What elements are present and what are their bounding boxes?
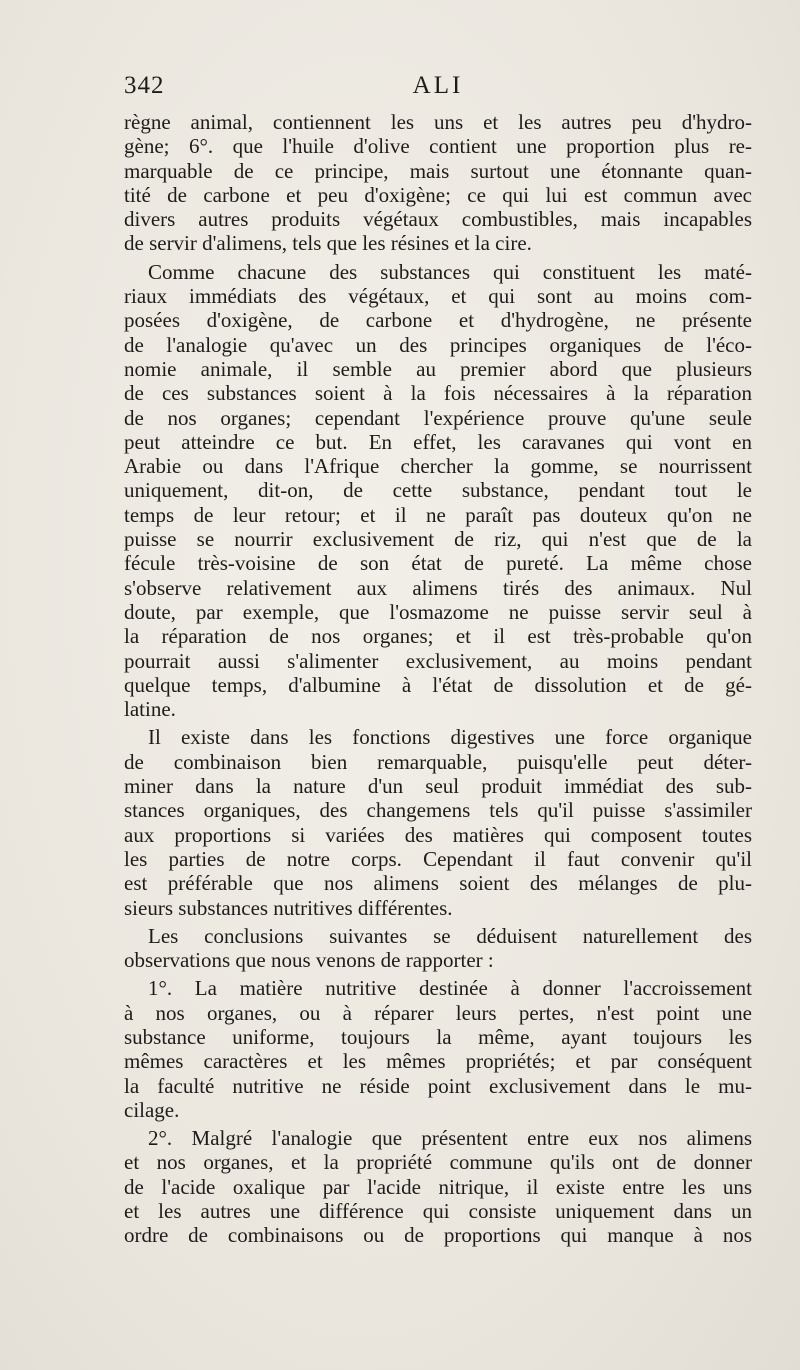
text-line: aux proportions si variées des matières qui composent toutes	[124, 822, 752, 847]
text-line: divers autres produits végétaux combustibles, mais incapables	[124, 207, 752, 232]
text-line: la réparation de nos organes; et il est très-probable qu'on	[124, 624, 752, 649]
text-line: nomie animale, il semble au premier abord que plusieurs	[124, 356, 752, 381]
text-line: miner dans la nature d'un seul produit immédiat des sub-	[124, 774, 752, 799]
text-line: puisse se nourrir exclusivement de riz, qui n'est que de la	[124, 527, 752, 552]
running-title: ALI	[412, 72, 464, 99]
text-line: ordre de combinaisons ou de proportions qui manque à nos	[124, 1223, 752, 1248]
text-line: marquable de ce principe, mais surtout une étonnante quan-	[124, 158, 752, 183]
text-line: peut atteindre ce but. En effet, les caravanes qui vont en	[124, 429, 752, 454]
text-line: posées d'oxigène, de carbone et d'hydrogène, ne présente	[124, 308, 752, 333]
paragraph	[124, 110, 752, 256]
paragraph	[124, 260, 752, 722]
text-line: de ces substances soient à la fois nécessaires à la réparation	[124, 381, 752, 406]
text-line: substance uniforme, toujours la même, ayant toujours les	[124, 1024, 752, 1049]
text-line: Il existe dans les fonctions digestives une force organique	[148, 725, 752, 750]
text-line: observations que nous venons de rapporter :	[124, 948, 494, 973]
text-line: Les conclusions suivantes se déduisent naturellement des	[148, 923, 752, 948]
text-line: fécule très-voisine de son état de pureté. La même chose	[124, 551, 752, 576]
text-line: sieurs substances nutritives différentes.	[124, 895, 453, 920]
running-head	[124, 72, 752, 108]
body-text	[124, 110, 752, 1248]
text-line: Arabie ou dans l'Afrique chercher la gomme, se nourrissent	[124, 454, 752, 479]
text-line: stances organiques, des changemens tels qu'il puisse s'assimiler	[124, 798, 752, 823]
text-line: 2°. Malgré l'analogie que présentent entre eux nos alimens	[148, 1126, 752, 1151]
text-line: et nos organes, et la propriété commune qu'ils ont de donner	[124, 1150, 752, 1175]
text-line: riaux immédiats des végétaux, et qui sont au moins com-	[124, 284, 752, 309]
text-line: les parties de notre corps. Cependant il faut convenir qu'il	[124, 846, 752, 871]
text-line: tité de carbone et peu d'oxigène; ce qui lui est commun avec	[124, 182, 752, 207]
text-line: de combinaison bien remarquable, puisqu'elle peut déter-	[124, 749, 752, 774]
paragraph	[124, 924, 752, 973]
text-line: 1°. La matière nutritive destinée à donner l'accroissement	[148, 976, 752, 1001]
text-line: la faculté nutritive ne réside point exclusivement dans le mu-	[124, 1073, 752, 1098]
text-line: de nos organes; cependant l'expérience prouve qu'une seule	[124, 405, 752, 430]
paragraph	[124, 976, 752, 1122]
text-line: pourrait aussi s'alimenter exclusivement, au moins pendant	[124, 648, 752, 673]
text-line: de l'acide oxalique par l'acide nitrique, il existe entre les uns	[124, 1174, 752, 1199]
text-line: Comme chacune des substances qui constituent les maté-	[148, 259, 752, 284]
paragraph	[124, 725, 752, 919]
text-line: latine.	[124, 697, 176, 722]
text-line: règne animal, contiennent les uns et les autres peu d'hydro-	[124, 110, 752, 134]
text-line: uniquement, dit-on, de cette substance, pendant tout le	[124, 478, 752, 503]
page-number: 342	[124, 72, 165, 99]
text-line: mêmes caractères et les mêmes propriétés; et par conséquent	[124, 1049, 752, 1074]
text-line: est préférable que nos alimens soient des mélanges de plu-	[124, 871, 752, 896]
text-line: et les autres une différence qui consiste uniquement dans un	[124, 1199, 752, 1224]
text-line: gène; 6°. que l'huile d'olive contient une proportion plus re-	[124, 134, 752, 159]
text-line: à nos organes, ou à réparer leurs pertes, n'est point une	[124, 1000, 752, 1025]
text-line: cilage.	[124, 1097, 180, 1122]
text-line: s'observe relativement aux alimens tirés des animaux. Nul	[124, 575, 752, 600]
text-line: de l'analogie qu'avec un des principes organiques de l'éco-	[124, 332, 752, 357]
text-line: quelque temps, d'albumine à l'état de dissolution et de gé-	[124, 672, 752, 697]
text-line: de servir d'alimens, tels que les résines et la cire.	[124, 231, 532, 256]
text-line: doute, par exemple, que l'osmazome ne puisse servir seul à	[124, 599, 752, 624]
text-line: temps de leur retour; et il ne paraît pas douteux qu'on ne	[124, 502, 752, 527]
paragraph	[124, 1126, 752, 1247]
